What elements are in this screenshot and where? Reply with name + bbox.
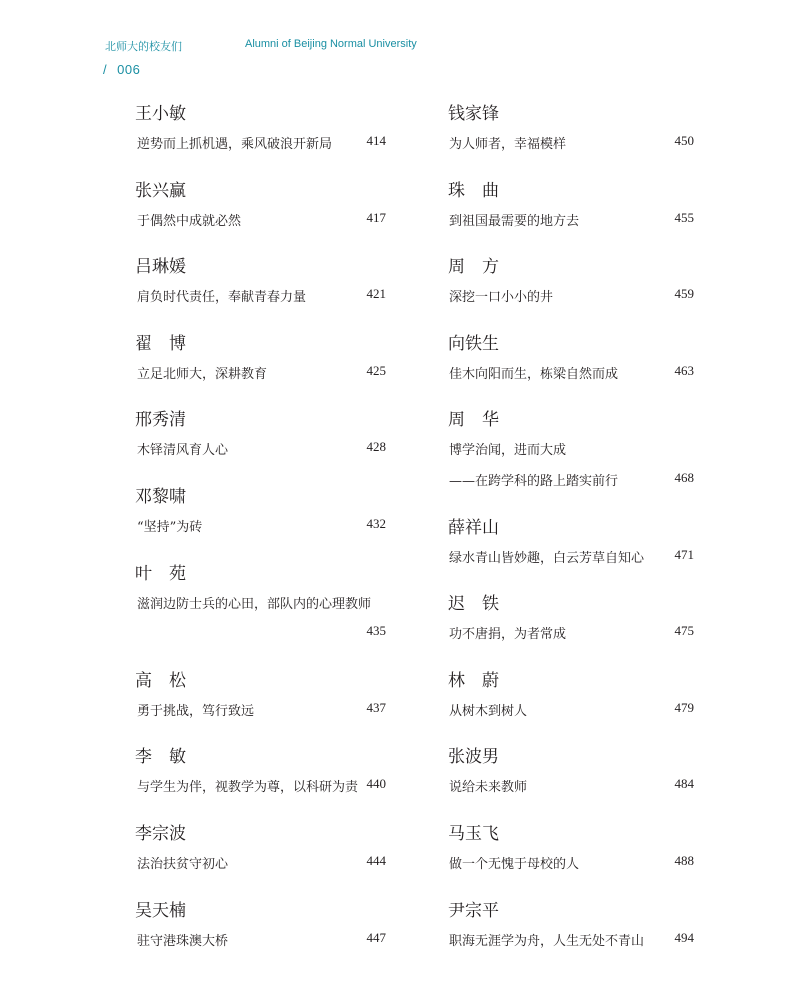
entry-name: 叶 苑: [135, 563, 186, 584]
entry-page: 455: [674, 209, 694, 225]
entry-title: 做一个无愧于母校的人: [449, 856, 580, 872]
entry-title: 立足北师大，深耕教育: [137, 366, 268, 382]
entry-title: 绿水青山皆妙趣，白云芳草自知心: [449, 550, 645, 566]
entry-name: 马玉飞: [448, 823, 499, 844]
entry-page: 463: [674, 362, 694, 378]
entry-title: 到祖国最需要的地方去: [449, 213, 580, 229]
entry-page: 421: [366, 286, 386, 302]
entry-title: “坚持”为砖: [137, 520, 203, 535]
entry-title: 法治扶贫守初心: [137, 856, 229, 872]
entry-title: 职海无涯学为舟，人生无处不青山: [449, 933, 645, 949]
running-header-cn: 北师大的校友们: [105, 40, 182, 53]
entry-title: 佳木向阳而生，栋梁自然而成: [449, 366, 619, 382]
entry-title: 为人师者，幸福模样: [449, 137, 567, 152]
entry-page: 488: [674, 852, 694, 868]
entry-page: 459: [674, 286, 694, 302]
entry-page: 437: [366, 699, 386, 715]
entry-name: 邢秀清: [135, 410, 186, 431]
entry-name: 珠 曲: [448, 180, 499, 201]
entry-name: 吕琳媛: [135, 257, 186, 278]
entry-page: 435: [366, 623, 386, 639]
entry-title: 于偶然中成就必然: [137, 213, 242, 229]
entry-name: 周 华: [448, 410, 499, 431]
entry-name: 高 松: [135, 670, 186, 691]
entry-title: 逆势而上抓机遇，乘风破浪开新局: [137, 137, 333, 152]
entry-title: 与学生为伴，视教学为尊，以科研为责: [137, 780, 359, 796]
entry-title: 驻守港珠澳大桥: [137, 933, 229, 949]
entry-title: 从树木到树人: [449, 703, 528, 719]
entry-name: 尹宗平: [448, 900, 499, 921]
entry-name: 李 敏: [135, 747, 186, 768]
entry-page: 425: [366, 362, 386, 378]
entry-page: 417: [366, 209, 386, 225]
entry-name: 钱家锋: [448, 104, 499, 124]
entry-name: 薛祥山: [448, 517, 499, 538]
entry-page: 432: [366, 516, 386, 531]
entry-name: 林 蔚: [448, 670, 499, 691]
entry-name: 吴天楠: [135, 900, 186, 921]
entry-name: 迟 铁: [448, 594, 499, 615]
entry-name: 翟 博: [135, 333, 186, 354]
entry-page: 428: [366, 439, 386, 455]
entry-title: ——在跨学科的路上踏实前行: [449, 473, 619, 489]
running-header-en: Alumni of Beijing Normal University: [245, 38, 417, 50]
page-number-value: 006: [117, 62, 141, 77]
entry-page: 447: [366, 929, 386, 945]
entry-page: 440: [366, 776, 386, 792]
entry-page: 414: [366, 133, 386, 148]
page-number: [103, 62, 140, 77]
entry-title: 木铎清风育人心: [137, 443, 229, 459]
entry-title: 肩负时代责任，奉献青春力量: [137, 290, 307, 306]
entry-title: 博学治闻，进而大成: [449, 443, 567, 459]
entry-title: 功不唐捐，为者常成: [449, 627, 567, 643]
entry-name: 向铁生: [448, 333, 499, 354]
entry-name: 周 方: [448, 257, 499, 278]
entry-name: 王小敏: [135, 104, 186, 124]
entry-name: 张兴赢: [135, 180, 186, 201]
entry-page: 471: [674, 546, 694, 562]
entry-name: 李宗波: [135, 823, 186, 844]
entry-page: 450: [674, 133, 694, 148]
page-number-slash: /: [103, 62, 108, 77]
entry-title: 勇于挑战，笃行致远: [137, 703, 255, 719]
entry-page: 484: [674, 776, 694, 792]
entry-title: 滋润边防士兵的心田，部队内的心理教师: [137, 596, 372, 612]
entry-title: 说给未来教师: [449, 780, 528, 796]
entry-page: 475: [674, 623, 694, 639]
entry-page: 468: [674, 469, 694, 485]
entry-page: 494: [674, 929, 694, 945]
entry-page: 479: [674, 699, 694, 715]
entry-name: 张波男: [448, 747, 499, 768]
entry-name: 邓黎啸: [135, 487, 186, 507]
entry-title: 深挖一口小小的井: [449, 290, 554, 306]
entry-page: 444: [366, 852, 386, 868]
